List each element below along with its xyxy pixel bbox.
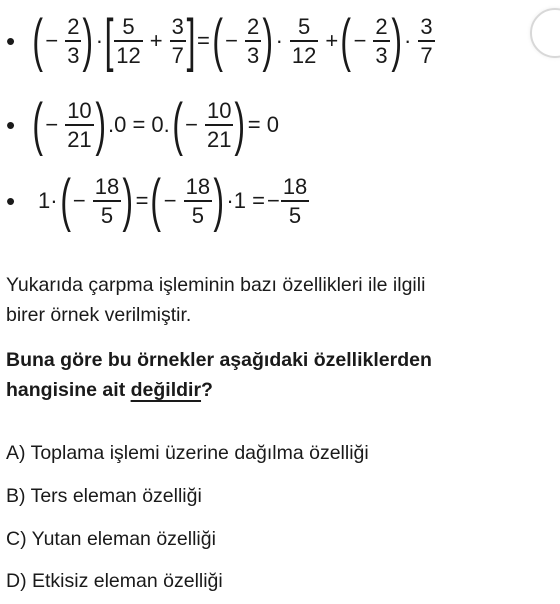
emphasis-underlined: değildir <box>130 379 202 401</box>
fraction: $\frac{18}{5}$ <box>94 174 120 228</box>
example-1: • ( − $\frac{2}{3}$ ) · [ $\frac{5}{12}$ + $\frac{3}{7}$ ] = ( − $\frac{2}{3}$ ) · $\frac{5}{12}$ + ( − $\frac{2}{3}$ ) · $\frac{3}{7}$ <box>6 8 433 73</box>
fraction: $\frac{2}{3}$ <box>246 14 260 68</box>
bullet: • <box>6 110 16 140</box>
paragraph-line: birer örnek verilmiştir. <box>6 304 192 326</box>
fraction: $\frac{10}{21}$ <box>206 98 232 152</box>
fraction: $\frac{2}{3}$ <box>67 14 80 68</box>
fraction: $\frac{5}{12}$ <box>291 14 317 68</box>
fraction: $\frac{3}{7}$ <box>420 14 433 68</box>
option-b[interactable]: B) Ters eleman özelliği <box>6 485 202 507</box>
option-d[interactable]: D) Etkisiz eleman özelliği <box>6 570 223 592</box>
fraction: $\frac{10}{21}$ <box>67 98 92 152</box>
fraction: $\frac{3}{7}$ <box>171 14 184 68</box>
fraction: $\frac{5}{12}$ <box>116 14 141 68</box>
option-c[interactable]: C) Yutan eleman özelliği <box>6 528 216 550</box>
fraction: $\frac{18}{5}$ <box>185 174 211 228</box>
fraction: $\frac{18}{5}$ <box>282 174 308 228</box>
option-a[interactable]: A) Toplama işlemi üzerine dağılma özelliği <box>6 442 369 464</box>
paragraph-line: Yukarıda çarpma işleminin bazı özellikleri ile ilgili <box>6 274 426 296</box>
question-line: Buna göre bu örnekler aşağıdaki özelliklerden <box>6 349 432 371</box>
fraction: $\frac{2}{3}$ <box>375 14 388 68</box>
example-3: • 1· ( − $\frac{18}{5}$ ) = ( − $\frac{18}{5}$ ) ·1 = − $\frac{18}{5}$ <box>6 168 308 233</box>
example-2: • ( − $\frac{10}{21}$ ) .0 = 0. ( − $\frac{10}{21}$ ) = 0 <box>6 92 279 157</box>
question-text <box>6 345 432 405</box>
question-line: hangisine ait değildir? <box>6 379 213 401</box>
bullet: • <box>6 26 16 56</box>
page-corner-decoration <box>530 8 560 58</box>
intro-paragraph <box>6 270 425 330</box>
bullet: • <box>6 186 16 216</box>
